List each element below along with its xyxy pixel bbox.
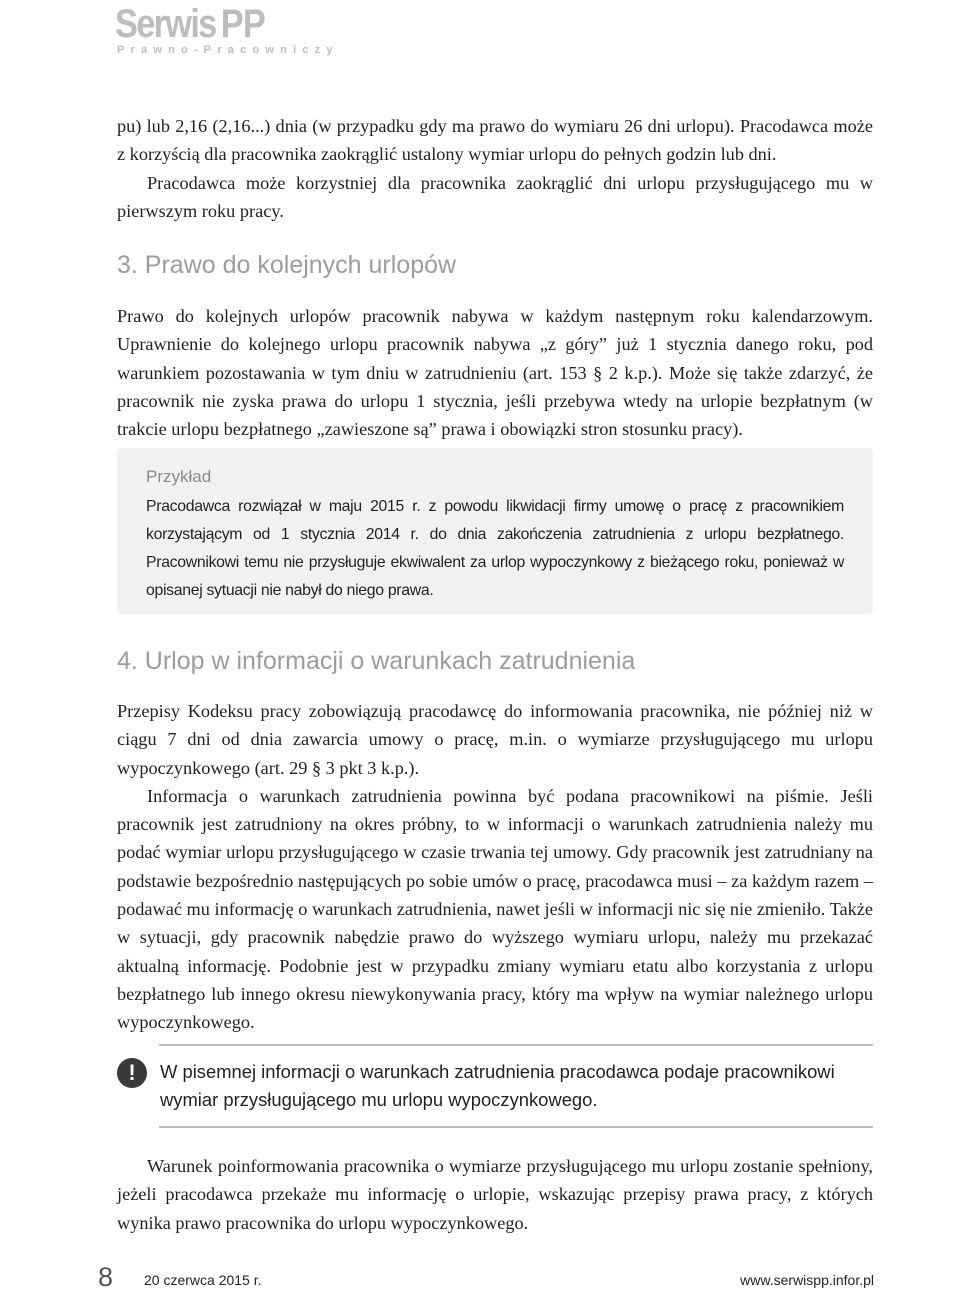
issue-date: 20 czerwca 2015 r.	[144, 1272, 262, 1288]
exclamation-icon: !	[117, 1058, 147, 1088]
section-heading: 4. Urlop w informacji o warunkach zatrudnienia	[117, 647, 636, 675]
logo-subtitle: Prawno-Pracowniczy	[117, 44, 339, 56]
page-footer	[0, 1262, 960, 1292]
page-number: 8	[98, 1262, 114, 1292]
paragraph: pu) lub 2,16 (2,16...) dnia (w przypadku gdy ma prawo do wymiaru 26 dni urlopu). Pracodawca może z korzyścią dla pracownika zaokrąglić ustalony wymiar urlopu do pełnych godzin lub dni.	[117, 116, 873, 165]
intro-text	[117, 112, 873, 225]
section-heading: 3. Prawo do kolejnych urlopów	[117, 251, 457, 279]
paragraph: Przepisy Kodeksu pracy zobowiązują pracodawcę do informowania pracownika, nie później niż w ciągu 7 dni od dnia zawarcia umowy o pracę, m.in. o wymiarze przysługującego mu urlopu wypoczynkowego (art. 29 § 3 pkt 3 k.p.).	[117, 701, 873, 778]
note-box	[117, 1044, 873, 1129]
example-title: Przykład	[146, 467, 212, 486]
note-divider-bottom	[159, 1126, 873, 1128]
example-box	[117, 448, 873, 614]
website-link[interactable]: www.serwispp.infor.pl	[740, 1272, 874, 1288]
note-divider-top	[159, 1044, 873, 1046]
closing-text	[117, 1152, 873, 1237]
section-4-body	[117, 697, 873, 1037]
section-3-body	[117, 302, 873, 443]
paragraph: Warunek poinformowania pracownika o wymiarze przysługującego mu urlopu zostanie spełniony, jeżeli pracodawca przekaże mu informację o urlopie, wskazując przepisy prawa pracy, z których wynika prawo pracownika do urlopu wypoczynkowego.	[117, 1156, 873, 1233]
example-text: Pracodawca rozwiązał w maju 2015 r. z powodu likwidacji firmy umowę o pracę z pracownikiem korzystającym od 1 stycznia 2014 r. do dnia zakończenia zatrudnienia z urlopu bezpłatnego. Pracownikowi temu nie przysługuje ekwiwalent za urlop wypoczynkowy z bieżącego roku, ponieważ w opisanej sytuacji nie nabył do niego prawa.	[146, 498, 844, 599]
paragraph: Prawo do kolejnych urlopów pracownik nabywa w każdym następnym roku kalendarzowym. Uprawnienie do kolejnego urlopu pracownik nabywa „z góry” już 1 stycznia danego roku, pod warunkiem pozostawania w tym dniu w zatrudnieniu (art. 153 § 2 k.p.). Może się także zdarzyć, że pracownik nie zyska prawa do urlopu 1 stycznia, jeśli przebywa wtedy na urlopie bezpłatnym (w trakcie urlopu bezpłatnego „zawieszone są” prawa i obowiązki stron stosunku pracy).	[117, 306, 873, 440]
publication-logo	[115, 4, 339, 56]
section-4	[117, 646, 873, 676]
paragraph: Informacja o warunkach zatrudnienia powinna być podana pracownikowi na piśmie. Jeśli pracownik jest zatrudniony na okres próbny, to w informacji o warunkach zatrudnienia należy mu podać wymiar urlopu przysługującego w czasie trwania tej umowy. Gdy pracownik jest zatrudniany na podstawie bezpośrednio następujących po sobie umów o pracę, pracodawca musi – za każdym razem – podawać mu informację o warunkach zatrudnienia, nawet jeśli w informacji nic się nie zmieniło. Także w sytuacji, gdy pracownik nabędzie prawo do wyższego wymiaru urlopu, należy mu przekazać aktualną informację. Podobnie jest w przypadku zmiany wymiaru etatu albo korzystania z urlopu bezpłatnego lub innego okresu niewykonywania pracy, który ma wpływ na wymiar należnego urlopu wypoczynkowego.	[117, 785, 873, 1033]
logo-pp: PP	[220, 2, 265, 46]
logo-word: Serwis	[115, 2, 216, 46]
note-text: W pisemnej informacji o warunkach zatrudnienia pracodawca podaje pracownikowi wymiar przysługującego mu urlopu wypoczynkowego.	[160, 1061, 835, 1110]
logo-title	[115, 4, 307, 44]
section-3	[117, 250, 873, 280]
paragraph: Pracodawca może korzystniej dla pracownika zaokrąglić dni urlopu przysługującego mu w pierwszym roku pracy.	[117, 172, 873, 221]
